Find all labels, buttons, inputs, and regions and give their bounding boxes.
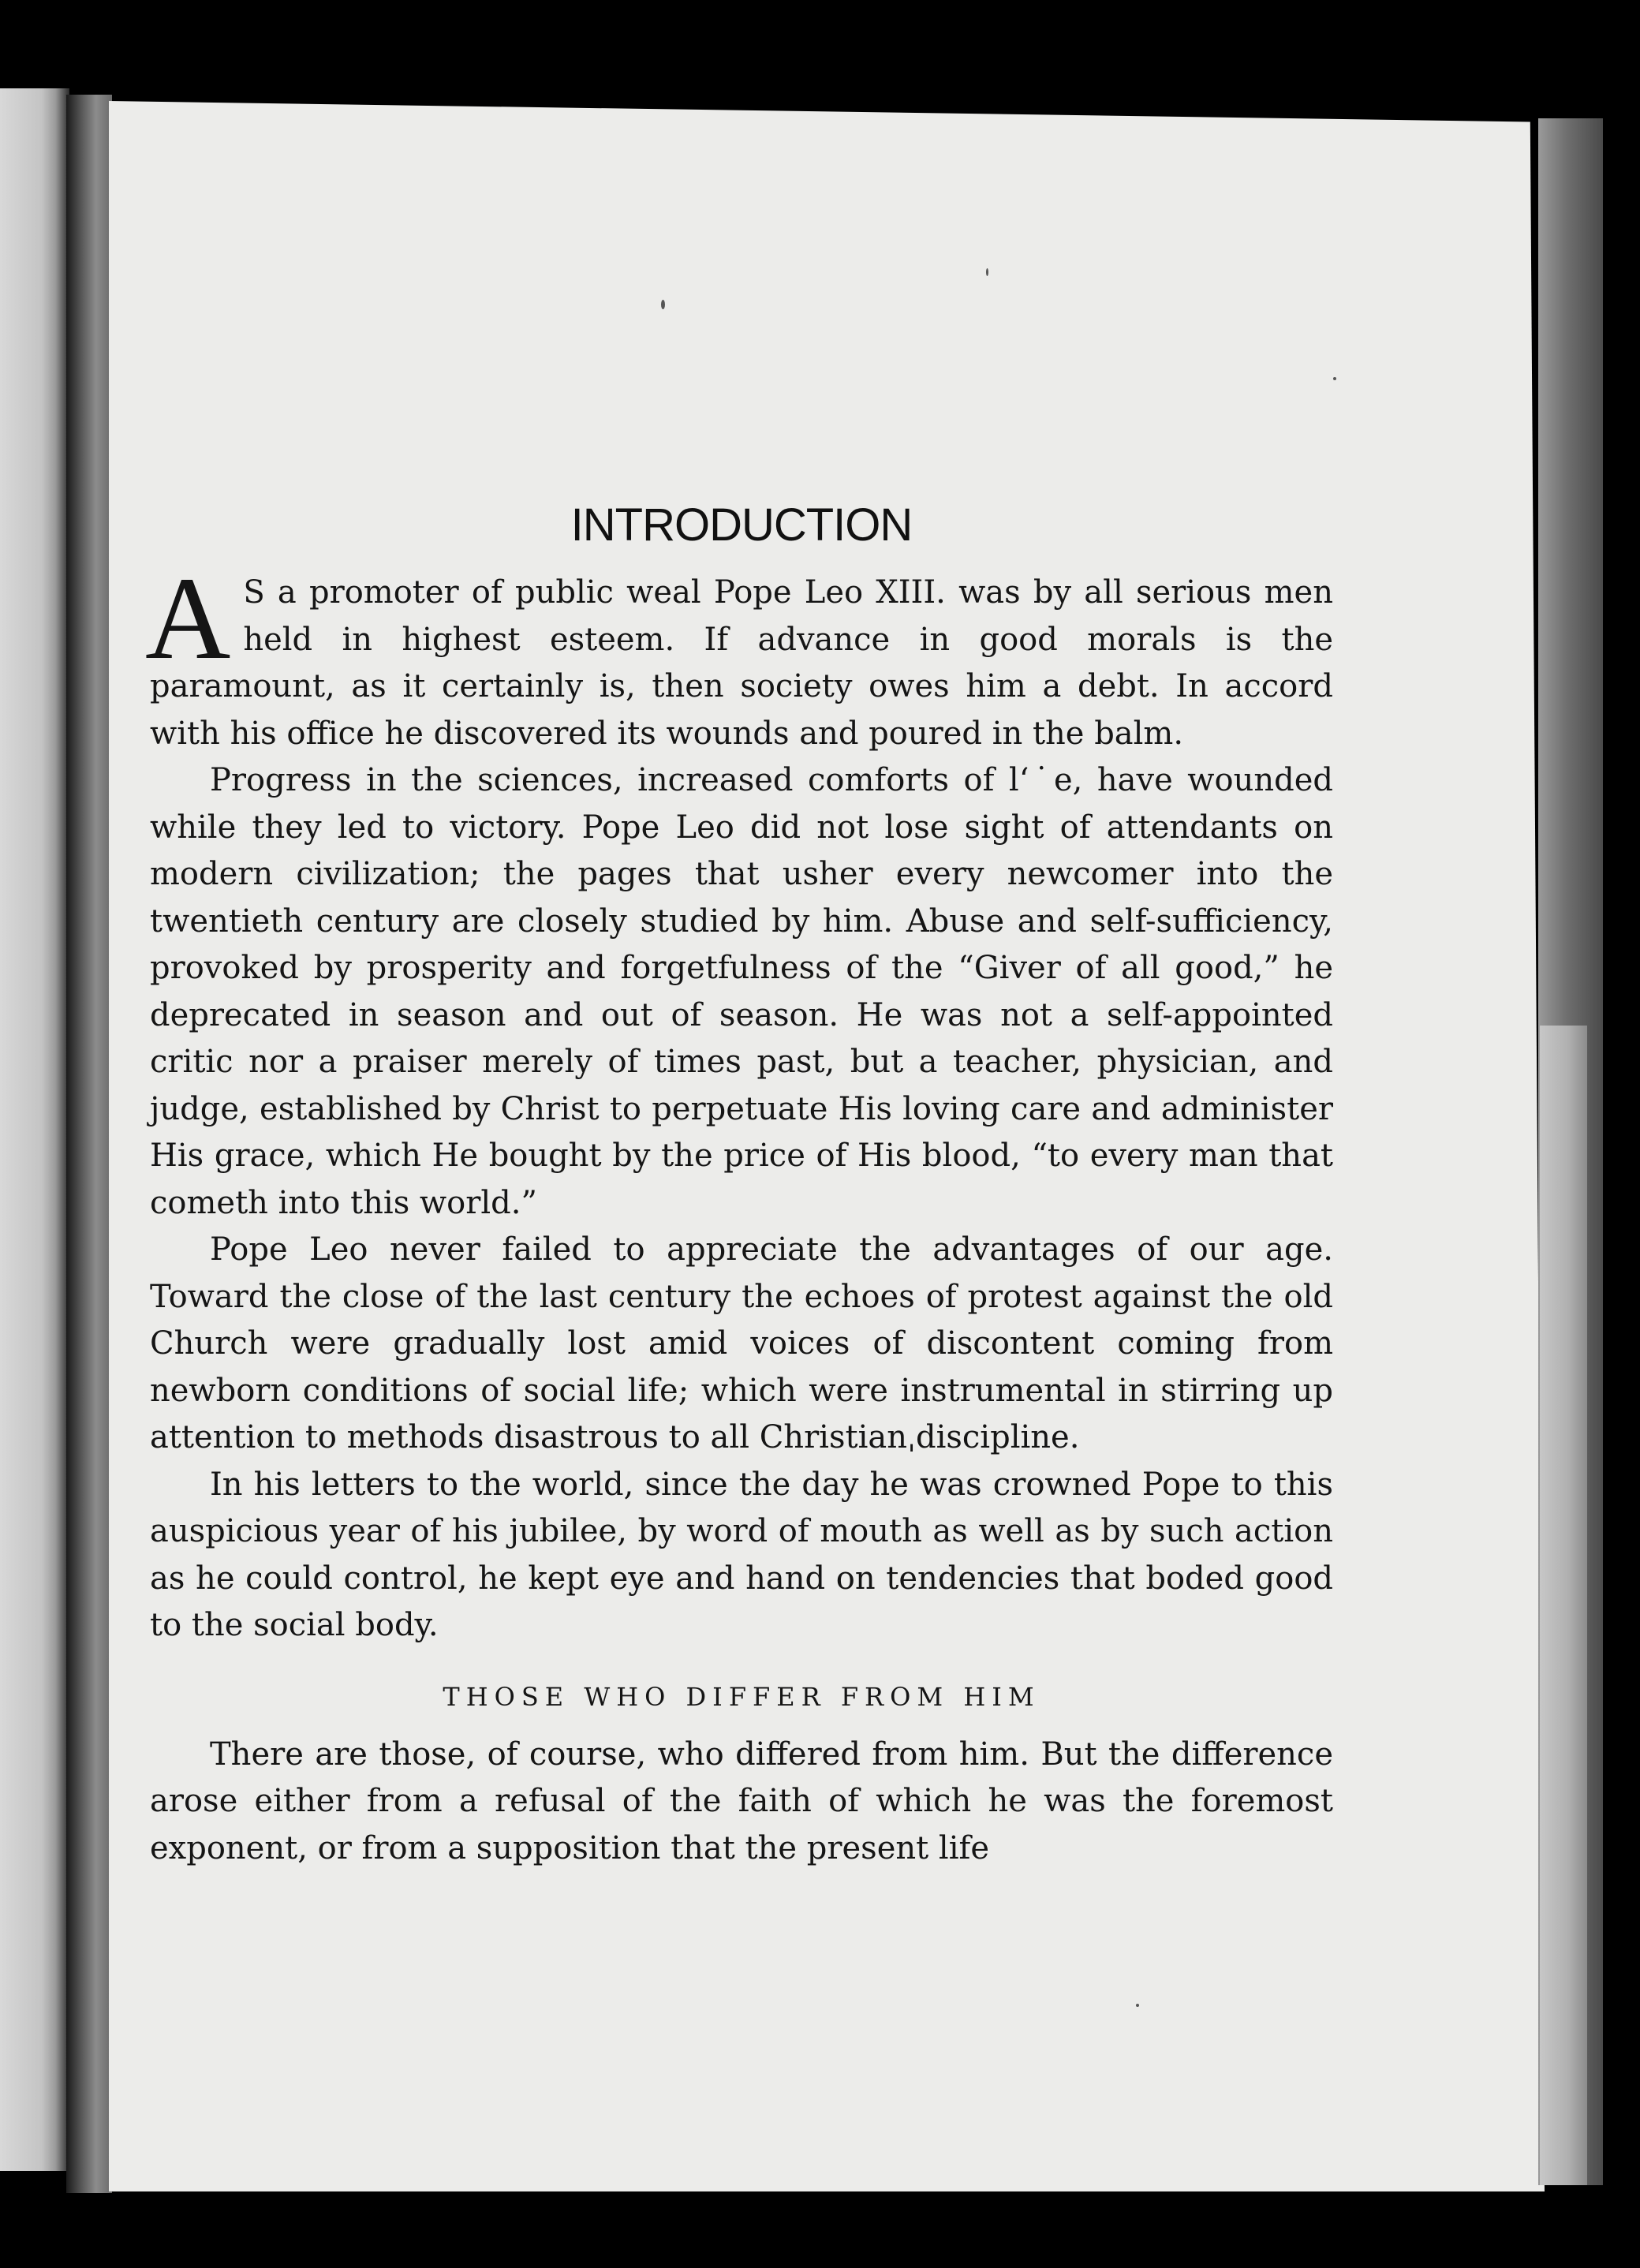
paragraph-1-text: S a promoter of public weal Pope Leo XIII. was by all serious men held in highest esteem. If advance in good morals is the paramount, as it certainly is, then society owes him a debt. In accord with his office he discovered its wounds and poured in the balm. bbox=[150, 574, 1333, 752]
page-title: INTRODUCTION bbox=[570, 499, 913, 551]
drop-cap: A bbox=[145, 553, 231, 684]
paragraph-4: In his letters to the world, since the day he was crowned Pope to this auspicious year of his jubilee, by word of mouth as well as by such action as he could control, he kept eye and hand on tendencies that boded good to the social body. bbox=[150, 1466, 1333, 1643]
page-stack-edge-lower bbox=[1540, 1026, 1587, 2185]
scan-speck bbox=[1136, 2004, 1139, 2007]
scan-speck bbox=[1333, 377, 1336, 380]
scan-speck bbox=[986, 268, 988, 276]
paragraph-2: Progress in the sciences, increased comforts of l‘˙e, have wounded while they led to victory. Pope Leo did not lose sight of attendants on modern civilization; the pages that usher every newcomer into the twentieth century are closely studied by him. Abuse and self-sufficiency, provoked by prosperity and forgetfulness of the “Giver of all good,” he deprecated in season and out of season. He was not a self-appointed critic nor a praiser merely of times past, but a teacher, physician, and judge, established by Christ to perpetuate His loving care and administer His grace, which He bought by the price of His blood, “to every man that cometh into this world.” bbox=[150, 762, 1333, 1221]
paragraph-5: There are those, of course, who differed from him. But the difference arose either from a refusal of the faith of which he was the foremost exponent, or from a supposition that the present life bbox=[150, 1736, 1333, 1866]
paragraph-1 bbox=[145, 553, 1333, 757]
left-page-edge bbox=[0, 88, 69, 2171]
paragraph-3: Pope Leo never failed to appreciate the advantages of our age. Toward the close of the last century the echoes of protest against the old Church were gradually lost amid voices of discontent coming from newborn conditions of social life; which were instrumental in stirring up attention to methods disastrous to all Christianˌdiscipline. bbox=[150, 1231, 1333, 1455]
book-gutter bbox=[66, 95, 112, 2193]
body-text bbox=[145, 553, 1333, 1872]
scan-speck bbox=[661, 300, 665, 309]
section-heading: THOSE WHO DIFFER FROM HIM bbox=[443, 1681, 1040, 1712]
